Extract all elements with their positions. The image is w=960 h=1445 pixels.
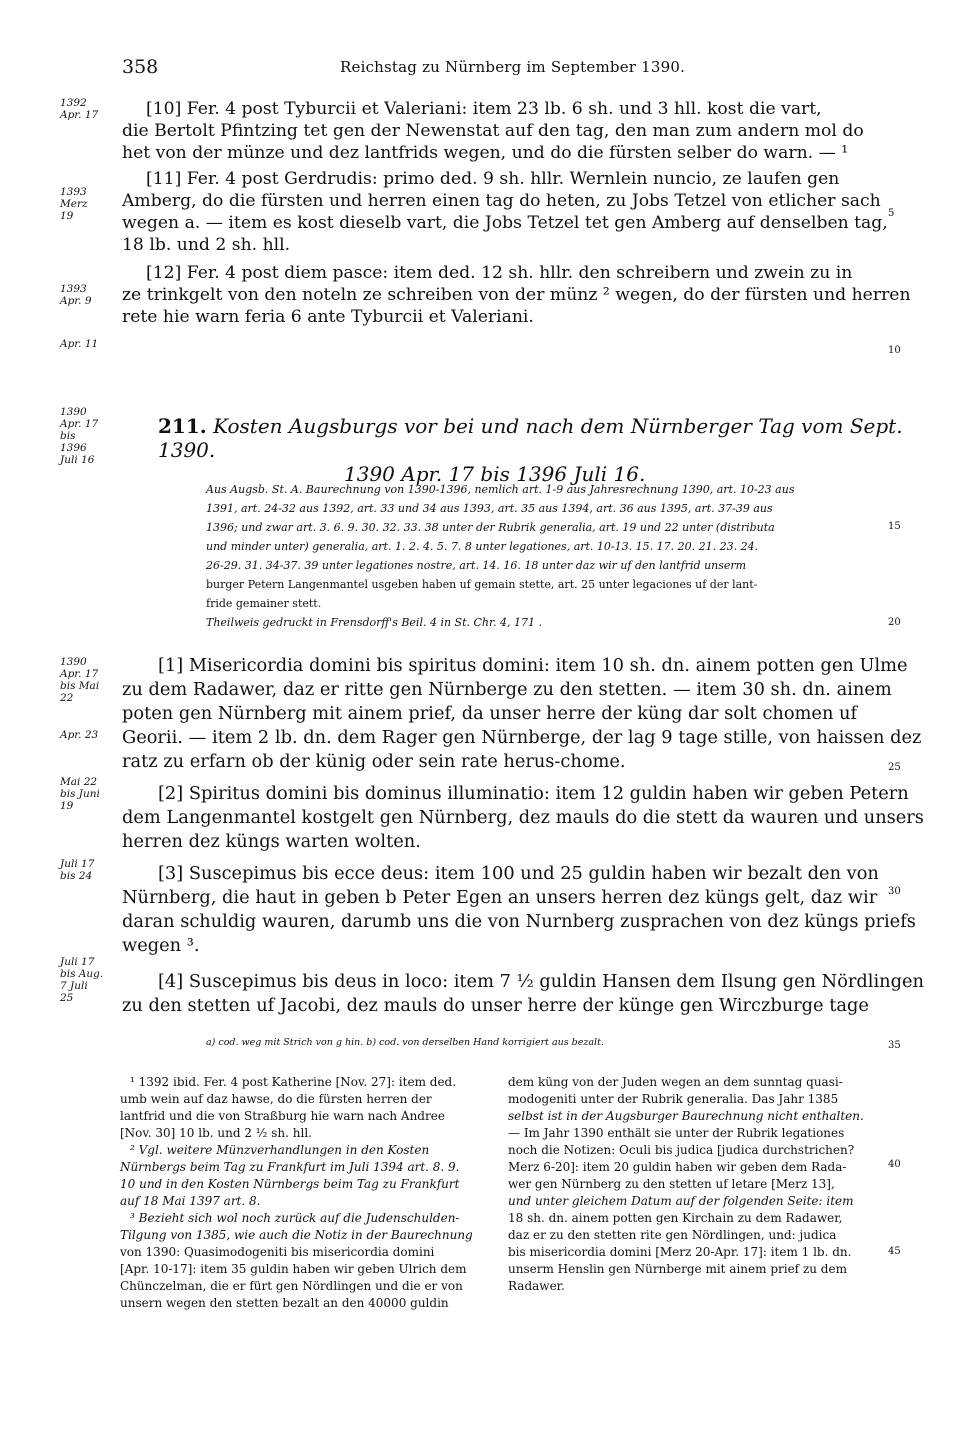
text-line: Amberg, do die fürsten und herren einen tag do heten, zu Jobs Tetzel von etlicher sach: [122, 191, 881, 211]
margin-date: Mai 22 bis Juni 19: [60, 776, 100, 812]
footnote-line: auf 18 Mai 1397 art. 8.: [120, 1194, 261, 1208]
line-number: 30: [888, 886, 901, 897]
line-number: 45: [888, 1246, 901, 1257]
source-line: burger Petern Langenmantel usgeben haben uf gemain stette, art. 25 unter legaciones uf der lant-: [206, 578, 758, 591]
margin-date: 1392 Apr. 17: [60, 97, 99, 121]
text-line: [2] Spiritus domini bis dominus illuminatio: item 12 guldin haben wir geben Petern: [158, 783, 909, 804]
text-line: ratz zu erfarn ob der künig oder sein rate herus-chome.: [122, 751, 626, 772]
text-line: Nürnberg, die haut in geben b Peter Egen an unsers herren dez küngs gelt, daz wir: [122, 887, 878, 908]
text-line: wegen a. — item es kost dieselb vart, die Jobs Tetzel tet gen Amberg auf denselben tag,: [122, 213, 888, 233]
critical-apparatus: a) cod. weg mit Strich von g hin. b) cod. von derselben Hand korrigiert aus bezalt.: [206, 1037, 604, 1048]
footnote-line: und unter gleichem Datum auf der folgenden Seite: item: [508, 1194, 854, 1208]
text-line: rete hie warn feria 6 ante Tyburcii et Valeriani.: [122, 307, 534, 327]
margin-date: 1390 Apr. 17 bis Mai 22: [60, 656, 100, 704]
margin-date: 1393 Merz 19: [60, 186, 88, 222]
text-line: [3] Suscepimus bis ecce deus: item 100 und 25 guldin haben wir bezalt den von: [158, 863, 879, 884]
source-line: 26-29. 31. 34-37. 39 unter legationes nostre, art. 14. 16. 18 unter daz wir uf den lantfrid unserm: [206, 559, 747, 572]
footnote-line: Nürnbergs beim Tag zu Frankfurt im Juli 1394 art. 8. 9.: [120, 1160, 460, 1174]
footnote-line: [Apr. 10-17]: item 35 guldin haben wir geben Ulrich dem: [120, 1262, 467, 1276]
text-line: zu dem Radawer, daz er ritte gen Nürnberge zu den stetten. — item 30 sh. dn. ainem: [122, 679, 892, 700]
text-line: dem Langenmantel kostgelt gen Nürnberg, dez mauls do die stett da wauren und unsers: [122, 807, 924, 828]
document-margin-date: 1390 Apr. 17 bis 1396 Juli 16: [60, 406, 99, 466]
footnote-line: daz er zu den stetten rite gen Nördlingen, und: judica: [508, 1228, 837, 1242]
source-line: und minder unter) generalia, art. 1. 2. 4. 5. 7. 8 unter legationes, art. 10-13. 15. 17. 20. 21. 23. 24.: [206, 540, 759, 553]
footnotes-right: [508, 1074, 886, 1295]
footnote-line: modogeniti unter der Rubrik generalia. Das Jahr 1385: [508, 1092, 839, 1106]
text-line: [12] Fer. 4 post diem pasce: item ded. 12 sh. hllr. den schreibern und zwein zu in: [146, 263, 853, 283]
line-number: 15: [888, 521, 901, 532]
running-title: Reichstag zu Nürnberg im September 1390.: [340, 58, 686, 76]
document-title: Kosten Augsburgs vor bei und nach dem Nürnberger Tag vom Sept. 1390.: [158, 414, 903, 462]
footnote-line: unserm Henslin gen Nürnberge mit ainem prief zu dem: [508, 1262, 847, 1276]
footnote-line: noch die Notizen: Oculi bis judica [judica durchstrichen?: [508, 1143, 855, 1157]
footnote-line: 10 und in den Kosten Nürnbergs beim Tag zu Frankfurt: [120, 1177, 460, 1191]
footnote-line: wer gen Nürnberg zu den stetten uf letare [Merz 13],: [508, 1177, 835, 1191]
text-line: Georii. — item 2 lb. dn. dem Rager gen Nürnberge, der lag 9 tage stille, von haissen dez: [122, 727, 922, 748]
margin-date: Juli 17 bis 24: [60, 858, 95, 882]
source-line: 1396; und zwar art. 3. 6. 9. 30. 32. 33. 38 unter der Rubrik generalia, art. 19 und 22 unter (distributa: [206, 521, 775, 534]
line-number: 10: [888, 345, 901, 356]
text-line: [10] Fer. 4 post Tyburcii et Valeriani: item 23 lb. 6 sh. und 3 hll. kost die vart,: [146, 99, 822, 119]
text-line: wegen ³.: [122, 935, 200, 956]
source-line: Theilweis gedruckt in Frensdorff's Beil. 4 in St. Chr. 4, 171 .: [206, 616, 543, 629]
footnote-line: Tilgung von 1385, wie auch die Notiz in der Baurechnung: [120, 1228, 473, 1242]
margin-date: Juli 17 bis Aug. 7 Juli 25: [60, 956, 104, 1004]
text-line: het von der münze und dez lantfrids wegen, und do die fürsten selber do warn. — ¹: [122, 143, 849, 163]
footnote-line: umb wein auf daz hawse, do die fürsten herren der: [120, 1092, 432, 1106]
line-number: 5: [888, 208, 895, 219]
page-number: 358: [122, 56, 159, 78]
line-number: 20: [888, 617, 901, 628]
text-line: ze trinkgelt von den noteln ze schreiben von der münz ² wegen, do der fürsten und herren: [122, 285, 911, 305]
section-1-text: [122, 98, 911, 328]
footnote-line: ¹ 1392 ibid. Fer. 4 post Katherine [Nov. 27]: item ded.: [130, 1075, 457, 1089]
text-line: herren dez küngs warten wolten.: [122, 831, 421, 852]
document-number: 211.: [158, 414, 207, 438]
footnote-line: selbst ist in der Augsburger Baurechnung nicht enthalten.: [508, 1109, 864, 1123]
document-subtitle: 1390 Apr. 17 bis 1396 Juli 16.: [344, 462, 646, 486]
text-line: zu den stetten uf Jacobi, dez mauls do unser herre der künge gen Wirczburge tage: [122, 995, 869, 1016]
source-line: 1391, art. 24-32 aus 1392, art. 33 und 34 aus 1393, art. 35 aus 1394, art. 36 aus 1395, art. 37-39 aus: [206, 502, 773, 515]
footnote-line: [Nov. 30] 10 lb. und 2 ½ sh. hll.: [120, 1126, 312, 1140]
footnote-line: unsern wegen den stetten bezalt an den 40000 guldin: [120, 1296, 449, 1310]
line-number: 25: [888, 762, 901, 773]
text-line: daran schuldig wauren, darumb uns die von Nurnberg zusprachen von dez küngs priefs: [122, 911, 916, 932]
footnotes-left: [120, 1074, 490, 1312]
footnote-line: Merz 6-20]: item 20 guldin haben wir geben dem Rada-: [508, 1160, 847, 1174]
footnote-line: 18 sh. dn. ainem potten gen Kirchain zu dem Radawer,: [508, 1211, 843, 1225]
text-line: 18 lb. und 2 sh. hll.: [122, 235, 291, 255]
margin-date: 1393 Apr. 9: [60, 283, 92, 307]
text-line: [4] Suscepimus bis deus in loco: item 7 ½ guldin Hansen dem Ilsung gen Nördlingen: [158, 971, 924, 992]
source-note: [206, 480, 882, 632]
footnote-line: von 1390: Quasimodogeniti bis misericordia domini: [120, 1245, 435, 1259]
footnote-line: ² Vgl. weitere Münzverhandlungen in den Kosten: [130, 1143, 430, 1157]
margin-date: Apr. 11: [60, 338, 99, 350]
footnote-line: Radawer.: [508, 1279, 565, 1293]
text-line: poten gen Nürnberg mit ainem prief, da unser herre der küng dar solt chomen uf: [122, 703, 858, 724]
text-line: die Bertolt Pfintzing tet gen der Newenstat auf den tag, den man zum andern mol do: [122, 121, 864, 141]
source-line: Aus Augsb. St. A. Baurechnung von 1390-1396, nemlich art. 1-9 aus Jahresrechnung 1390, art. 10-23 aus: [206, 483, 795, 496]
margin-date: Apr. 23: [60, 729, 99, 741]
line-number: 35: [888, 1040, 901, 1051]
footnote-line: ³ Bezieht sich wol noch zurück auf die Judenschulden-: [130, 1211, 460, 1225]
footnote-line: dem küng von der Juden wegen an dem sunntag quasi-: [508, 1075, 843, 1089]
source-line: fride gemainer stett.: [206, 597, 322, 610]
text-line: [1] Misericordia domini bis spiritus domini: item 10 sh. dn. ainem potten gen Ulme: [158, 655, 908, 676]
footnote-line: lantfrid und die von Straßburg hie warn nach Andree: [120, 1109, 445, 1123]
document-heading: [158, 414, 960, 486]
footnote-line: — Im Jahr 1390 enthält sie unter der Rubrik legationes: [508, 1126, 845, 1140]
section-2-text: [122, 654, 924, 1018]
text-line: [11] Fer. 4 post Gerdrudis: primo ded. 9 sh. hllr. Wernlein nuncio, ze laufen gen: [146, 169, 840, 189]
footnote-line: Chünczelman, die er fürt gen Nördlingen und die er von: [120, 1279, 463, 1293]
footnote-line: bis misericordia domini [Merz 20-Apr. 17]: item 1 lb. dn.: [508, 1245, 852, 1259]
line-number: 40: [888, 1159, 901, 1170]
